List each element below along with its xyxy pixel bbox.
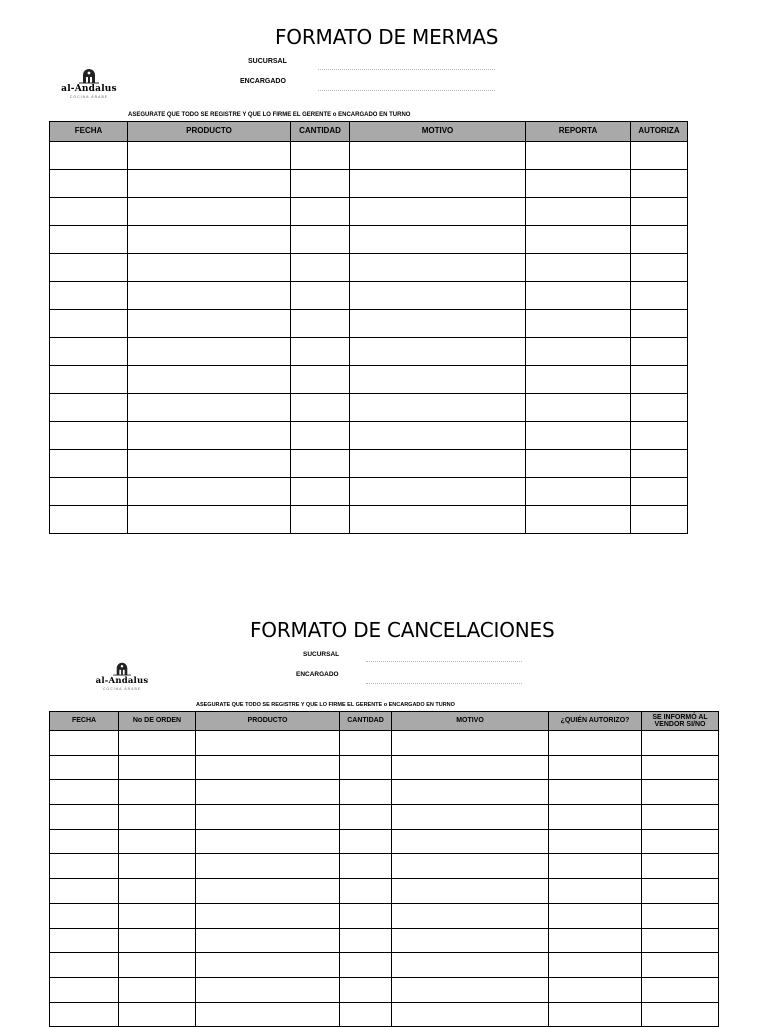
- table-cell[interactable]: [631, 366, 688, 394]
- table-cell[interactable]: [549, 731, 642, 756]
- table-row: [50, 879, 719, 904]
- mermas-logo: [55, 67, 123, 99]
- table-cell[interactable]: [128, 170, 291, 198]
- table-cell[interactable]: [642, 879, 719, 904]
- table-cell[interactable]: [526, 310, 631, 338]
- table-cell[interactable]: [392, 977, 549, 1002]
- mermas-sucursal-label: SUCURSAL: [248, 58, 287, 65]
- table-cell[interactable]: [119, 879, 196, 904]
- mermas-column-header: FECHA: [50, 122, 128, 142]
- table-cell[interactable]: [340, 854, 392, 879]
- table-cell[interactable]: [50, 829, 119, 854]
- table-cell[interactable]: [642, 903, 719, 928]
- table-row: [50, 731, 719, 756]
- table-cell[interactable]: [549, 903, 642, 928]
- table-cell[interactable]: [526, 226, 631, 254]
- table-cell[interactable]: [392, 755, 549, 780]
- table-cell[interactable]: [119, 977, 196, 1002]
- table-cell[interactable]: [631, 478, 688, 506]
- arch-logo-icon: [78, 67, 100, 84]
- table-cell[interactable]: [119, 780, 196, 805]
- table-cell[interactable]: [196, 977, 340, 1002]
- table-cell[interactable]: [128, 366, 291, 394]
- table-cell[interactable]: [128, 478, 291, 506]
- table-cell[interactable]: [128, 338, 291, 366]
- table-cell[interactable]: [50, 450, 128, 478]
- table-cell[interactable]: [291, 142, 350, 170]
- cancelaciones-encargado-field[interactable]: [366, 683, 522, 684]
- table-cell[interactable]: [291, 478, 350, 506]
- table-cell[interactable]: [392, 854, 549, 879]
- table-cell[interactable]: [340, 928, 392, 953]
- table-cell[interactable]: [128, 254, 291, 282]
- table-cell[interactable]: [549, 780, 642, 805]
- table-cell[interactable]: [631, 282, 688, 310]
- mermas-column-header: PRODUCTO: [128, 122, 291, 142]
- table-cell[interactable]: [631, 170, 688, 198]
- table-cell[interactable]: [549, 928, 642, 953]
- table-cell[interactable]: [50, 780, 119, 805]
- table-cell[interactable]: [526, 450, 631, 478]
- mermas-note: ASEGURATE QUE TODO SE REGISTRE Y QUE LO FIRME EL GERENTE o ENCARGADO EN TURNO: [128, 112, 411, 118]
- table-cell[interactable]: [350, 170, 526, 198]
- table-cell[interactable]: [50, 478, 128, 506]
- table-cell[interactable]: [196, 829, 340, 854]
- mermas-header-row: [50, 122, 688, 142]
- table-cell[interactable]: [119, 854, 196, 879]
- table-cell[interactable]: [291, 506, 350, 534]
- table-row: [50, 282, 688, 310]
- table-cell[interactable]: [526, 142, 631, 170]
- table-row: [50, 953, 719, 978]
- table-cell[interactable]: [631, 254, 688, 282]
- table-cell[interactable]: [549, 805, 642, 830]
- table-cell[interactable]: [631, 338, 688, 366]
- table-cell[interactable]: [526, 366, 631, 394]
- table-cell[interactable]: [50, 928, 119, 953]
- table-row: [50, 977, 719, 1002]
- table-cell[interactable]: [119, 953, 196, 978]
- table-cell[interactable]: [340, 953, 392, 978]
- table-cell[interactable]: [128, 394, 291, 422]
- table-cell[interactable]: [50, 977, 119, 1002]
- table-cell[interactable]: [291, 170, 350, 198]
- table-cell[interactable]: [642, 805, 719, 830]
- table-row: [50, 903, 719, 928]
- table-cell[interactable]: [350, 506, 526, 534]
- mermas-title: FORMATO DE MERMAS: [275, 25, 499, 49]
- table-cell[interactable]: [350, 310, 526, 338]
- table-cell[interactable]: [392, 928, 549, 953]
- table-cell[interactable]: [549, 755, 642, 780]
- table-cell[interactable]: [50, 506, 128, 534]
- cancelaciones-logo: [90, 661, 154, 691]
- mermas-encargado-label: ENCARGADO: [240, 78, 286, 85]
- table-cell[interactable]: [340, 755, 392, 780]
- table-cell[interactable]: [340, 903, 392, 928]
- table-cell[interactable]: [392, 731, 549, 756]
- table-cell[interactable]: [526, 254, 631, 282]
- cancelaciones-column-header: MOTIVO: [392, 712, 549, 731]
- table-row: [50, 170, 688, 198]
- table-cell[interactable]: [350, 254, 526, 282]
- table-cell[interactable]: [50, 310, 128, 338]
- table-cell[interactable]: [119, 928, 196, 953]
- table-cell[interactable]: [549, 953, 642, 978]
- table-cell[interactable]: [291, 450, 350, 478]
- table-cell[interactable]: [350, 226, 526, 254]
- table-cell[interactable]: [526, 338, 631, 366]
- table-cell[interactable]: [526, 478, 631, 506]
- table-cell[interactable]: [128, 198, 291, 226]
- table-row: [50, 198, 688, 226]
- table-cell[interactable]: [119, 805, 196, 830]
- table-cell[interactable]: [119, 1002, 196, 1027]
- table-cell[interactable]: [196, 731, 340, 756]
- table-cell[interactable]: [392, 829, 549, 854]
- table-cell[interactable]: [50, 170, 128, 198]
- table-row: [50, 254, 688, 282]
- table-cell[interactable]: [549, 879, 642, 904]
- table-cell[interactable]: [526, 394, 631, 422]
- table-cell[interactable]: [291, 394, 350, 422]
- table-cell[interactable]: [631, 422, 688, 450]
- table-cell[interactable]: [196, 903, 340, 928]
- table-cell[interactable]: [128, 450, 291, 478]
- table-cell[interactable]: [291, 310, 350, 338]
- cancelaciones-table: [49, 711, 719, 1027]
- cancelaciones-title: FORMATO DE CANCELACIONES: [250, 618, 555, 642]
- table-cell[interactable]: [50, 198, 128, 226]
- table-cell[interactable]: [50, 226, 128, 254]
- table-cell[interactable]: [340, 1002, 392, 1027]
- table-cell[interactable]: [291, 282, 350, 310]
- mermas-column-header: MOTIVO: [350, 122, 526, 142]
- table-cell[interactable]: [642, 928, 719, 953]
- cancelaciones-sucursal-label: SUCURSAL: [303, 651, 340, 658]
- table-cell[interactable]: [50, 338, 128, 366]
- table-cell[interactable]: [196, 805, 340, 830]
- table-cell[interactable]: [50, 254, 128, 282]
- table-row: [50, 928, 719, 953]
- table-cell[interactable]: [128, 226, 291, 254]
- table-cell[interactable]: [526, 282, 631, 310]
- table-cell[interactable]: [128, 282, 291, 310]
- table-cell[interactable]: [642, 829, 719, 854]
- table-cell[interactable]: [291, 198, 350, 226]
- table-row: [50, 450, 688, 478]
- table-cell[interactable]: [119, 731, 196, 756]
- table-cell[interactable]: [642, 731, 719, 756]
- table-cell[interactable]: [50, 394, 128, 422]
- cancelaciones-column-header: CANTIDAD: [340, 712, 392, 731]
- table-cell[interactable]: [128, 506, 291, 534]
- table-row: [50, 1002, 719, 1027]
- table-cell[interactable]: [526, 170, 631, 198]
- table-cell[interactable]: [196, 1002, 340, 1027]
- table-cell[interactable]: [526, 198, 631, 226]
- mermas-sucursal-field[interactable]: [318, 69, 495, 70]
- table-cell[interactable]: [392, 879, 549, 904]
- mermas-encargado-field[interactable]: [318, 90, 495, 91]
- table-cell[interactable]: [196, 780, 340, 805]
- table-cell[interactable]: [128, 310, 291, 338]
- table-cell[interactable]: [50, 366, 128, 394]
- table-row: [50, 338, 688, 366]
- logo-brand: al-Andalus: [61, 84, 117, 94]
- table-cell[interactable]: [340, 977, 392, 1002]
- table-row: [50, 366, 688, 394]
- mermas-column-header: REPORTA: [526, 122, 631, 142]
- table-cell[interactable]: [340, 805, 392, 830]
- table-cell[interactable]: [549, 977, 642, 1002]
- cancelaciones-encargado-label: ENCARGADO: [296, 671, 339, 678]
- table-cell[interactable]: [50, 903, 119, 928]
- table-cell[interactable]: [392, 780, 549, 805]
- table-cell[interactable]: [50, 805, 119, 830]
- table-cell[interactable]: [642, 1002, 719, 1027]
- table-cell[interactable]: [50, 854, 119, 879]
- table-cell[interactable]: [392, 1002, 549, 1027]
- table-cell[interactable]: [631, 310, 688, 338]
- table-cell[interactable]: [50, 731, 119, 756]
- mermas-column-header: CANTIDAD: [291, 122, 350, 142]
- table-row: [50, 310, 688, 338]
- table-cell[interactable]: [631, 506, 688, 534]
- table-cell[interactable]: [392, 805, 549, 830]
- cancelaciones-column-header: ¿QUIÉN AUTORIZO?: [549, 712, 642, 731]
- table-row: [50, 506, 688, 534]
- table-cell[interactable]: [291, 422, 350, 450]
- cancelaciones-column-header: PRODUCTO: [196, 712, 340, 731]
- table-cell[interactable]: [631, 198, 688, 226]
- table-cell[interactable]: [642, 755, 719, 780]
- table-cell[interactable]: [642, 780, 719, 805]
- table-cell[interactable]: [119, 829, 196, 854]
- table-cell[interactable]: [642, 953, 719, 978]
- table-cell[interactable]: [340, 879, 392, 904]
- table-cell[interactable]: [642, 854, 719, 879]
- table-row: [50, 226, 688, 254]
- cancelaciones-column-header: SE INFORMÓ AL VENDOR SI/NO: [642, 712, 719, 731]
- table-cell[interactable]: [291, 338, 350, 366]
- table-cell[interactable]: [119, 903, 196, 928]
- table-cell[interactable]: [392, 903, 549, 928]
- table-cell[interactable]: [350, 282, 526, 310]
- table-cell[interactable]: [350, 478, 526, 506]
- table-cell[interactable]: [128, 142, 291, 170]
- table-cell[interactable]: [50, 422, 128, 450]
- table-cell[interactable]: [340, 829, 392, 854]
- table-cell[interactable]: [50, 142, 128, 170]
- table-cell[interactable]: [50, 953, 119, 978]
- cancelaciones-note: ASEGURATE QUE TODO SE REGISTRE Y QUE LO FIRME EL GERENTE o ENCARGADO EN TURNO: [196, 702, 455, 708]
- table-cell[interactable]: [340, 780, 392, 805]
- table-cell[interactable]: [128, 422, 291, 450]
- table-cell[interactable]: [350, 338, 526, 366]
- table-cell[interactable]: [350, 198, 526, 226]
- table-cell[interactable]: [631, 450, 688, 478]
- table-row: [50, 829, 719, 854]
- table-row: [50, 755, 719, 780]
- table-cell[interactable]: [350, 366, 526, 394]
- table-cell[interactable]: [350, 422, 526, 450]
- logo-brand: al-Andalus: [95, 676, 149, 686]
- table-cell[interactable]: [350, 394, 526, 422]
- table-cell[interactable]: [392, 953, 549, 978]
- table-cell[interactable]: [196, 879, 340, 904]
- mermas-table: [49, 121, 688, 534]
- table-row: [50, 422, 688, 450]
- table-cell[interactable]: [631, 394, 688, 422]
- table-row: [50, 142, 688, 170]
- table-cell[interactable]: [350, 450, 526, 478]
- cancelaciones-sucursal-field[interactable]: [366, 661, 522, 662]
- logo-tagline: COCINA ÁRABE: [69, 95, 109, 99]
- table-row: [50, 394, 688, 422]
- cancelaciones-header-row: [50, 712, 719, 731]
- table-cell[interactable]: [50, 1002, 119, 1027]
- table-cell[interactable]: [119, 755, 196, 780]
- table-row: [50, 780, 719, 805]
- table-cell[interactable]: [196, 928, 340, 953]
- mermas-column-header: AUTORIZA: [631, 122, 688, 142]
- table-row: [50, 805, 719, 830]
- table-cell[interactable]: [549, 829, 642, 854]
- table-cell[interactable]: [50, 282, 128, 310]
- table-cell[interactable]: [642, 977, 719, 1002]
- table-cell[interactable]: [196, 854, 340, 879]
- table-cell[interactable]: [631, 226, 688, 254]
- table-cell[interactable]: [196, 953, 340, 978]
- table-cell[interactable]: [631, 142, 688, 170]
- cancelaciones-column-header: No DE ORDEN: [119, 712, 196, 731]
- table-cell[interactable]: [196, 755, 340, 780]
- table-cell[interactable]: [526, 506, 631, 534]
- logo-tagline: COCINA ÁRABE: [102, 687, 142, 691]
- table-cell[interactable]: [340, 731, 392, 756]
- table-cell[interactable]: [50, 755, 119, 780]
- table-cell[interactable]: [549, 854, 642, 879]
- table-row: [50, 854, 719, 879]
- table-cell[interactable]: [50, 879, 119, 904]
- arch-logo-icon: [112, 661, 132, 676]
- table-cell[interactable]: [291, 366, 350, 394]
- table-cell[interactable]: [549, 1002, 642, 1027]
- cancelaciones-column-header: FECHA: [50, 712, 119, 731]
- table-cell[interactable]: [526, 422, 631, 450]
- table-cell[interactable]: [291, 226, 350, 254]
- table-row: [50, 478, 688, 506]
- table-cell[interactable]: [291, 254, 350, 282]
- table-cell[interactable]: [350, 142, 526, 170]
